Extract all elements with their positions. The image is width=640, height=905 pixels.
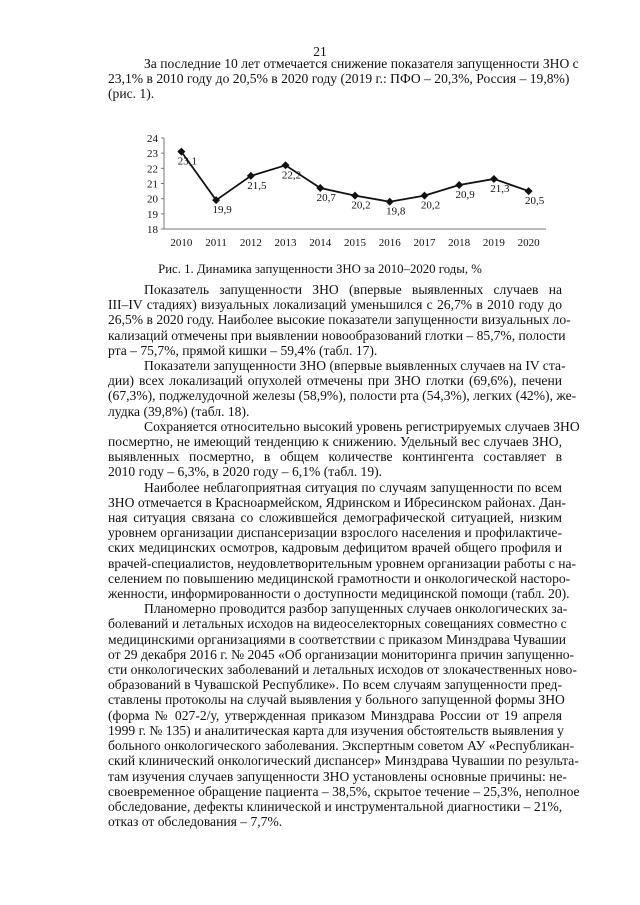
- x-tick-label: 2014: [309, 237, 332, 249]
- x-tick-label: 2018: [448, 237, 471, 249]
- text-line: селением по повышению медицинской грамотности и онкологической насторо-: [108, 570, 571, 586]
- data-label: 19,9: [212, 204, 232, 217]
- y-tick-label: 20: [147, 193, 158, 206]
- x-tick-label: 2015: [344, 237, 366, 249]
- line-chart: [130, 128, 560, 253]
- x-tick-label: 2010: [170, 237, 193, 249]
- data-label: 21,5: [247, 179, 267, 192]
- y-tick-label: 19: [147, 208, 158, 221]
- data-point: [386, 198, 394, 206]
- data-point: [525, 187, 533, 195]
- text-line: За последние 10 лет отмечается снижение показателя запущенности ЗНО с: [144, 56, 579, 71]
- text-line: Показатель запущенности ЗНО (впервые выявленных случаев на: [144, 282, 562, 297]
- text-line: отказ от обследования – 7,7%.: [108, 814, 283, 830]
- figure-caption: Рис. 1. Динамика запущенности ЗНО за 2010–2020 годы, %: [158, 262, 482, 276]
- data-label: 23,1: [177, 155, 197, 168]
- body-text: [108, 282, 580, 830]
- paragraph: [108, 418, 580, 480]
- y-tick-label: 24: [147, 133, 158, 145]
- y-tick-label: 21: [147, 178, 158, 191]
- text-line: обследование, дефекты клинической и инструментальной диагностики – 21%,: [108, 798, 563, 814]
- data-label: 21,3: [490, 182, 510, 195]
- paragraph: [108, 601, 580, 830]
- text-line: медицинскими организациями в соответствии с приказом Минздрава Чувашии: [108, 631, 567, 647]
- data-point: [420, 192, 428, 200]
- text-line: врачей-специалистов, неудовлетворительным уровнем организации работы с на-: [108, 555, 577, 571]
- data-point: [351, 192, 359, 200]
- text-line: Наиболее неблагоприятная ситуация по случаям запущенности по всем: [144, 479, 562, 495]
- data-label: 20,5: [525, 195, 545, 208]
- text-line: посмертно, не имеющий тенденцию к снижению. Удельный вес случаев ЗНО,: [108, 434, 562, 450]
- paragraph: [108, 358, 577, 419]
- x-tick-label: 2019: [482, 237, 505, 249]
- x-tick-label: 2020: [517, 237, 540, 249]
- text-line: женности, информированности о доступности медицинской помощи (табл. 20).: [108, 586, 570, 602]
- text-line: лудка (39,8%) (табл. 18).: [108, 403, 250, 419]
- text-line: ЗНО отмечается в Красноармейском, Ядринском и Ибресинском районах. Дан-: [108, 494, 567, 510]
- text-line: болеваний и летальных исходов на видеоселекторных совещаниях совместно с: [108, 616, 567, 632]
- text-line: кализаций отмечены при выявлении новообразований глотки – 85,7%, полости: [108, 327, 566, 343]
- text-line: Показатели запущенности ЗНО (впервые выявленных случаев на IV ста-: [144, 358, 566, 374]
- text-line: ставлены протоколы на случай выявления у больного запущенной формы ЗНО: [108, 692, 565, 708]
- x-tick-label: 2017: [413, 237, 436, 249]
- x-tick-label: 2013: [274, 237, 297, 249]
- text-line: образований в Чувашской Республике». По всем случаям запущенности пред-: [108, 677, 562, 693]
- intro-paragraph: [108, 56, 579, 102]
- text-line: от 29 декабря 2016 г. № 2045 «Об организации мониторинга причин запущенно-: [108, 646, 575, 662]
- text-line: ная ситуация связана со сложившейся демографической ситуацией, низким: [108, 510, 562, 526]
- paragraph: [108, 479, 577, 602]
- page-number: 21: [313, 44, 327, 59]
- data-label: 20,7: [316, 192, 336, 205]
- text-line: ский клинический онкологический диспансер» Минздрава Чувашии по результа-: [108, 753, 579, 769]
- text-line: ских медицинских осмотров, кадровым дефицитом врачей общего профиля и: [108, 540, 562, 556]
- text-line: 1999 г. № 135) и аналитическая карта для изучения обстоятельств выявления у: [108, 722, 564, 738]
- text-line: сти онкологических заболеваний и летальных исходов от злокачественных ново-: [108, 662, 577, 678]
- data-label: 20,2: [351, 199, 371, 212]
- y-tick-label: 18: [147, 224, 158, 236]
- text-line: (67,3%), поджелудочной железы (58,9%), полости рта (54,3%), легких (42%), же-: [108, 388, 577, 404]
- text-line: дии) всех локализаций опухолей отмечены при ЗНО глотки (69,6%), печени: [108, 373, 562, 389]
- y-tick-label: 23: [147, 148, 158, 161]
- data-label: 19,8: [386, 205, 406, 218]
- x-tick-label: 2012: [239, 237, 262, 249]
- text-line: 23,1% в 2010 году до 20,5% в 2020 году (2019 г.: ПФО – 20,3%, Россия – 19,8%): [108, 71, 570, 87]
- text-line: (форма № 027-2/у, утвержденная приказом Минздрава России от 19 апреля: [108, 707, 562, 723]
- text-line: 26,5% в 2020 году. Наиболее высокие показатели запущенности визуальных ло-: [108, 312, 571, 328]
- data-point: [455, 181, 463, 189]
- data-point: [490, 175, 498, 183]
- data-label: 20,9: [455, 189, 475, 202]
- text-line: там изучения случаев запущенности ЗНО установлены основные причины: не-: [108, 768, 567, 784]
- x-tick-label: 2016: [378, 237, 401, 249]
- text-line: уровнем организации диспансеризации взрослого населения и профилактиче-: [108, 525, 562, 541]
- data-label: 20,2: [420, 199, 441, 212]
- y-tick-label: 22: [147, 163, 158, 176]
- text-line: III–IV стадиях) визуальных локализаций уменьшился с 26,7% в 2010 году до: [108, 297, 562, 313]
- paragraph: [108, 282, 571, 358]
- text-line: 2010 году – 6,3%, в 2020 году – 6,1% (табл. 19).: [108, 464, 383, 480]
- text-line: Планомерно проводится разбор запущенных случаев онкологических за-: [144, 601, 568, 617]
- text-line: Сохраняется относительно высокий уровень регистрируемых случаев ЗНО: [144, 418, 580, 434]
- text-line: выявленных посмертно, в общем количестве контингента составляет в: [108, 449, 562, 465]
- text-line: рта – 75,7%, прямой кишки – 59,4% (табл. 17).: [108, 342, 378, 358]
- x-tick-label: 2011: [205, 237, 227, 249]
- text-line: своевременное обращение пациента – 38,5%, скрытое течение – 25,3%, неполное: [108, 783, 580, 799]
- text-line: (рис. 1).: [108, 86, 155, 102]
- text-line: больного онкологического заболевания. Экспертным советом АУ «Республикан-: [108, 738, 575, 754]
- data-label: 22,2: [281, 169, 302, 182]
